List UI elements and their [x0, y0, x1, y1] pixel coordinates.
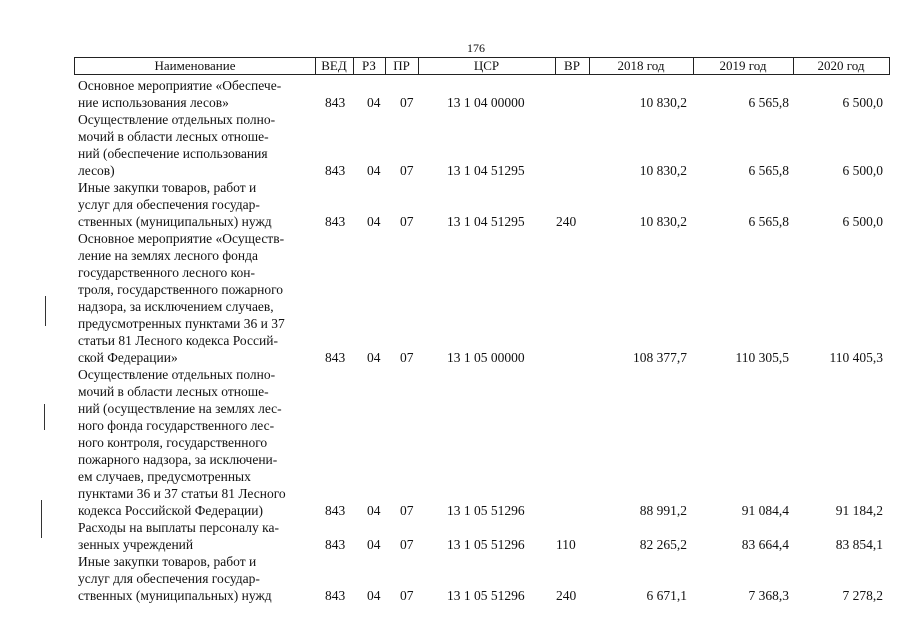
- row-2020: 6 500,0: [842, 95, 883, 110]
- row-2020: 7 278,2: [842, 588, 883, 603]
- row-2019: 91 084,4: [741, 503, 789, 518]
- row-rz: 04: [367, 350, 381, 365]
- row-ved: 843: [325, 163, 346, 178]
- row-name: Осуществление отдельных полно- мочий в области лесных отноше- ний (осуществление на землях лес- ного фонда государственного лес- ного контроля, государственного пожарного надзора, за исключени- ем случаев, предусмотренных пунктами 36 и 37 статьи 81 Лесного кодекса Российской Федерации): [78, 367, 286, 518]
- row-csr: 13 1 04 51295: [447, 214, 525, 229]
- table-header: [74, 57, 890, 75]
- row-rz: 04: [367, 537, 381, 552]
- row-name: Основное мероприятие «Обеспече- ние использования лесов»: [78, 78, 282, 110]
- row-2018: 10 830,2: [639, 163, 687, 178]
- row-pr: 07: [400, 95, 414, 110]
- row-vr: 110: [556, 537, 576, 552]
- row-ved: 843: [325, 214, 346, 229]
- header-vr: ВР: [555, 58, 590, 74]
- page-number: 176: [467, 41, 485, 55]
- row-ved: 843: [325, 537, 346, 552]
- row-2019: 83 664,4: [741, 537, 789, 552]
- row-2020: 6 500,0: [842, 214, 883, 229]
- row-name: Осуществление отдельных полно- мочий в области лесных отноше- ний (обеспечение использования лесов): [78, 112, 276, 178]
- row-csr: 13 1 05 51296: [447, 537, 525, 552]
- row-rz: 04: [367, 163, 381, 178]
- header-2019: 2019 год: [693, 58, 794, 74]
- row-rz: 04: [367, 214, 381, 229]
- row-2020: 91 184,2: [835, 503, 883, 518]
- row-pr: 07: [400, 163, 414, 178]
- row-2019: 6 565,8: [748, 214, 789, 229]
- row-ved: 843: [325, 95, 346, 110]
- header-ved: ВЕД: [315, 58, 354, 74]
- row-2018: 88 991,2: [639, 503, 687, 518]
- scan-margin-mark: [44, 404, 45, 430]
- row-pr: 07: [400, 214, 414, 229]
- row-2019: 6 565,8: [748, 95, 789, 110]
- header-rz: РЗ: [353, 58, 386, 74]
- row-pr: 07: [400, 537, 414, 552]
- row-vr: 240: [556, 214, 577, 229]
- row-ved: 843: [325, 588, 346, 603]
- row-2019: 110 305,5: [735, 350, 789, 365]
- row-csr: 13 1 05 51296: [447, 503, 525, 518]
- row-pr: 07: [400, 588, 414, 603]
- row-rz: 04: [367, 503, 381, 518]
- header-pr: ПР: [385, 58, 419, 74]
- row-ved: 843: [325, 503, 346, 518]
- row-name: Расходы на выплаты персоналу ка- зенных учреждений: [78, 520, 279, 552]
- row-ved: 843: [325, 350, 346, 365]
- row-name: Основное мероприятие «Осуществ- ление на землях лесного фонда государственного лесного кон- троля, государственного пожарного надзора, за исключением случаев, предусмотренных пунктами 36 и 37 статьи 81 Лесного кодекса Россий- ской Федерации»: [78, 231, 285, 365]
- row-pr: 07: [400, 350, 414, 365]
- row-rz: 04: [367, 95, 381, 110]
- row-2018: 10 830,2: [639, 95, 687, 110]
- header-2020: 2020 год: [817, 58, 865, 73]
- row-csr: 13 1 04 00000: [447, 95, 525, 110]
- row-vr: 240: [556, 588, 577, 603]
- row-2018: 10 830,2: [639, 214, 687, 229]
- row-2018: 108 377,7: [633, 350, 687, 365]
- row-2020: 83 854,1: [835, 537, 883, 552]
- row-rz: 04: [367, 588, 381, 603]
- row-2020: 110 405,3: [829, 350, 883, 365]
- row-csr: 13 1 05 51296: [447, 588, 525, 603]
- row-pr: 07: [400, 503, 414, 518]
- row-2018: 6 671,1: [646, 588, 687, 603]
- header-2018: 2018 год: [589, 58, 694, 74]
- scan-margin-mark: [45, 296, 46, 326]
- row-2019: 6 565,8: [748, 163, 789, 178]
- header-name: Наименование: [75, 58, 316, 74]
- row-name: Иные закупки товаров, работ и услуг для обеспечения государ- ственных (муниципальных) нужд: [78, 554, 272, 603]
- row-2018: 82 265,2: [639, 537, 687, 552]
- scan-margin-mark: [41, 500, 42, 538]
- row-2019: 7 368,3: [748, 588, 789, 603]
- header-csr: ЦСР: [418, 58, 556, 74]
- row-name: Иные закупки товаров, работ и услуг для обеспечения государ- ственных (муниципальных) нужд: [78, 180, 272, 229]
- row-2020: 6 500,0: [842, 163, 883, 178]
- row-csr: 13 1 04 51295: [447, 163, 525, 178]
- row-csr: 13 1 05 00000: [447, 350, 525, 365]
